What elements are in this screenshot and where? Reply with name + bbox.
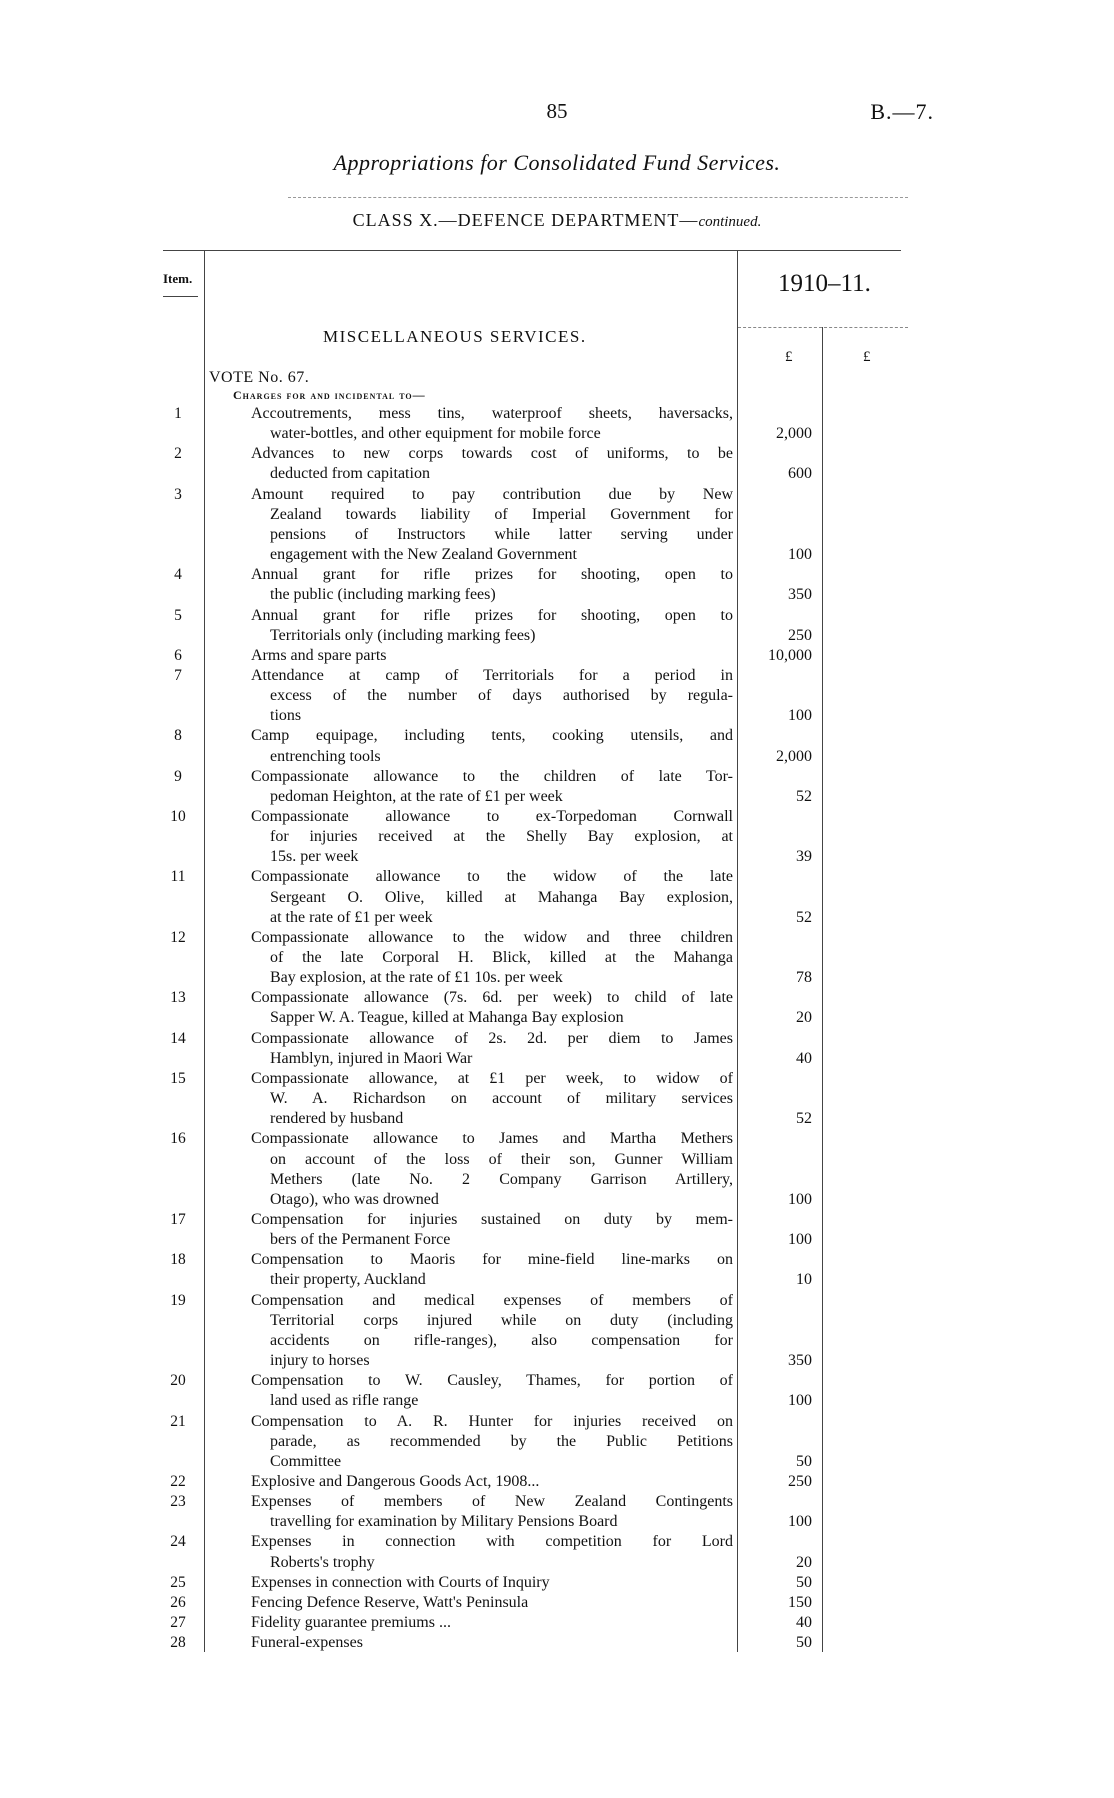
subtotal-column-rule — [822, 327, 823, 1652]
item-description-line: on account of the loss of their son, Gunner William — [270, 1150, 733, 1168]
item-description-line: Hamblyn, injured in Maori War — [270, 1049, 473, 1067]
item-number: 19 — [170, 1291, 186, 1309]
item-number: 20 — [170, 1372, 186, 1390]
item-description-line: Arms and spare parts — [251, 646, 387, 664]
item-description-line: water-bottles, and other equipment for mobile force — [270, 425, 601, 443]
item-amount: 52 — [796, 787, 812, 805]
item-description-line: deducted from capitation — [270, 465, 430, 483]
item-amount: 250 — [788, 1472, 812, 1490]
item-description-line: Territorial corps injured while on duty (including — [270, 1311, 733, 1329]
item-amount: 2,000 — [776, 425, 812, 443]
item-amount: 52 — [796, 908, 812, 926]
vote-label: VOTE No. 67. — [209, 369, 310, 386]
item-description-line: Compensation to Maoris for mine-field line-marks on — [251, 1251, 733, 1269]
item-description-line: the public (including marking fees) — [270, 586, 496, 604]
section-title: MISCELLANEOUS SERVICES. — [323, 327, 587, 346]
item-number: 4 — [174, 566, 182, 584]
item-amount: 100 — [788, 707, 812, 725]
item-amount: 78 — [796, 969, 812, 987]
item-number: 9 — [174, 767, 182, 785]
item-amount: 100 — [788, 546, 812, 564]
item-description-line: Territorials only (including marking fees) — [270, 626, 536, 644]
item-description-line: of the late Corporal H. Blick, killed at the Mahanga — [270, 949, 733, 967]
item-amount: 600 — [788, 465, 812, 483]
item-description-line: Fencing Defence Reserve, Watt's Peninsula — [251, 1593, 529, 1611]
item-number: 17 — [170, 1211, 186, 1228]
item-amount: 250 — [788, 626, 812, 644]
item-amount: 350 — [788, 1352, 812, 1370]
item-description-line: Otago), who was drowned — [270, 1190, 439, 1208]
item-description-line: injury to horses — [270, 1352, 370, 1370]
item-description-line: Methers (late No. 2 Company Garrison Artillery, — [270, 1170, 733, 1188]
item-number: 24 — [170, 1533, 186, 1551]
item-number: 3 — [174, 485, 182, 503]
item-description-line: travelling for examination by Military Pensions Board — [270, 1513, 618, 1531]
item-description-line: Camp equipage, including tents, cooking utensils, and — [251, 727, 733, 745]
item-description-line: Annual grant for rifle prizes for shooting, open to — [251, 606, 733, 624]
item-amount: 2,000 — [776, 747, 812, 765]
item-column-rule — [204, 250, 205, 1652]
item-amount: 10 — [796, 1271, 812, 1289]
currency-symbol: £ — [785, 349, 793, 365]
document-code: B.—7. — [870, 99, 934, 124]
item-amount: 100 — [788, 1190, 812, 1208]
item-description-line: parade, as recommended by the Public Petitions — [270, 1432, 733, 1450]
item-description-line: Bay explosion, at the rate of £1 10s. per week — [270, 969, 563, 987]
item-description-line: Zealand towards liability of Imperial Government for — [270, 505, 733, 523]
item-head-underline — [163, 296, 198, 297]
item-number: 18 — [170, 1251, 186, 1269]
item-number: 28 — [170, 1634, 186, 1652]
item-description-line: Compassionate allowance of 2s. 2d. per diem to James — [251, 1029, 733, 1047]
item-description-line: Annual grant for rifle prizes for shooting, open to — [251, 566, 733, 584]
item-number: 27 — [170, 1614, 186, 1631]
item-description-line: entrenching tools — [270, 747, 381, 765]
item-description-line: Compassionate allowance to the widow and three children — [251, 928, 733, 946]
item-amount: 20 — [796, 1553, 812, 1571]
item-number: 6 — [174, 646, 182, 664]
item-description-line: Funeral-expenses — [251, 1634, 363, 1652]
item-description-line: tions — [270, 707, 302, 725]
item-number: 15 — [170, 1069, 186, 1087]
item-number: 16 — [170, 1130, 186, 1148]
item-description-line: Advances to new corps towards cost of uniforms, to be — [251, 445, 733, 463]
item-description-line: their property, Auckland — [270, 1271, 426, 1289]
page-number: 85 — [546, 99, 568, 123]
item-description-line: rendered by husband — [270, 1110, 404, 1128]
item-description-line: W. A. Richardson on account of military services — [270, 1090, 733, 1108]
item-description-line: Compassionate allowance, at £1 per week, to widow of — [251, 1069, 733, 1087]
item-description-line: for injuries received at the Shelly Bay explosion, at — [270, 828, 733, 846]
item-description-line: Amount required to pay contribution due by New — [251, 485, 733, 503]
item-amount: 100 — [788, 1231, 812, 1249]
item-description-line: Compassionate allowance to the widow of the late — [251, 868, 733, 886]
item-number: 25 — [170, 1573, 186, 1591]
item-description-line: pensions of Instructors while latter serving under — [270, 525, 733, 543]
item-description-line: land used as rifle range — [270, 1392, 419, 1410]
class-heading-continued: continued. — [698, 214, 762, 230]
item-description-line: Explosive and Dangerous Goods Act, 1908... — [251, 1472, 540, 1490]
item-number: 26 — [170, 1593, 186, 1611]
item-number: 22 — [170, 1472, 186, 1490]
item-number: 10 — [170, 808, 186, 825]
class-heading-main: CLASS X.—DEFENCE DEPARTMENT— — [352, 210, 699, 230]
table-top-rule — [163, 250, 901, 251]
item-number: 1 — [174, 405, 182, 422]
item-description-line: Expenses in connection with Courts of Inquiry — [251, 1573, 550, 1591]
item-number: 13 — [170, 989, 186, 1007]
item-amount: 50 — [796, 1573, 812, 1591]
item-number: 21 — [170, 1412, 186, 1430]
item-description-line: accidents on rifle-ranges), also compensation for — [270, 1331, 733, 1349]
item-description-line: Compassionate allowance (7s. 6d. per week) to child of late — [251, 989, 733, 1007]
item-description-line: Attendance at camp of Territorials for a period in — [251, 666, 733, 684]
item-description-line: Expenses in connection with competition for Lord — [251, 1533, 733, 1551]
item-number: 14 — [170, 1029, 186, 1047]
year-column-header: 1910–11. — [778, 270, 871, 297]
item-description-line: Accoutrements, mess tins, waterproof sheets, haversacks, — [251, 405, 733, 422]
item-description-line: Committee — [270, 1452, 342, 1470]
item-amount: 52 — [796, 1110, 812, 1128]
item-description-line: bers of the Permanent Force — [270, 1231, 451, 1249]
item-description-line: Compensation and medical expenses of members of — [251, 1291, 733, 1309]
item-description-line: Compassionate allowance to the children of late Tor- — [251, 767, 733, 785]
item-description-line: 15s. per week — [270, 848, 359, 866]
item-number: 5 — [174, 606, 182, 624]
class-heading — [0, 210, 1114, 231]
item-number: 2 — [174, 445, 182, 463]
item-amount: 40 — [796, 1614, 812, 1631]
amount-column-rule — [737, 250, 738, 1652]
item-amount: 10,000 — [768, 646, 812, 664]
item-description-line: Compassionate allowance to James and Martha Methers — [251, 1130, 733, 1148]
item-amount: 350 — [788, 586, 812, 604]
item-description-line: Compassionate allowance to ex-Torpedoman Cornwall — [251, 808, 733, 825]
item-amount: 100 — [788, 1392, 812, 1410]
item-number: 8 — [174, 727, 182, 745]
item-description-line: Fidelity guarantee premiums ... — [251, 1614, 451, 1631]
item-number: 7 — [174, 666, 182, 684]
item-amount: 50 — [796, 1634, 812, 1652]
title-rule — [288, 197, 908, 198]
item-column-header: Item. — [163, 271, 193, 286]
item-description-line: Compensation for injuries sustained on duty by mem- — [251, 1211, 733, 1228]
item-amount: 20 — [796, 1009, 812, 1027]
currency-symbol: £ — [863, 349, 871, 365]
year-head-rule — [738, 327, 908, 328]
item-description-line: pedoman Heighton, at the rate of £1 per week — [270, 787, 563, 805]
item-description-line: Sergeant O. Olive, killed at Mahanga Bay explosion, — [270, 888, 733, 906]
item-description-line: Compensation to W. Causley, Thames, for portion of — [251, 1372, 733, 1390]
item-number: 12 — [170, 928, 186, 946]
item-description-line: engagement with the New Zealand Government — [270, 546, 577, 564]
item-description-line: Expenses of members of New Zealand Contingents — [251, 1493, 733, 1511]
item-amount: 40 — [796, 1049, 812, 1067]
charges-label: Charges for and incidental to— — [233, 388, 426, 402]
item-description-line: excess of the number of days authorised by regula- — [270, 687, 733, 705]
item-description-line: Compensation to A. R. Hunter for injuries received on — [251, 1412, 733, 1430]
item-amount: 100 — [788, 1513, 812, 1531]
item-description-line: Roberts's trophy — [270, 1553, 375, 1571]
item-amount: 150 — [788, 1593, 812, 1611]
item-amount: 39 — [796, 848, 812, 866]
item-number: 11 — [170, 868, 186, 886]
item-amount: 50 — [796, 1452, 812, 1470]
page-title: Appropriations for Consolidated Fund Services. — [333, 150, 781, 175]
item-description-line: at the rate of £1 per week — [270, 908, 433, 926]
item-description-line: Sapper W. A. Teague, killed at Mahanga Bay explosion — [270, 1009, 624, 1027]
item-number: 23 — [170, 1493, 186, 1511]
